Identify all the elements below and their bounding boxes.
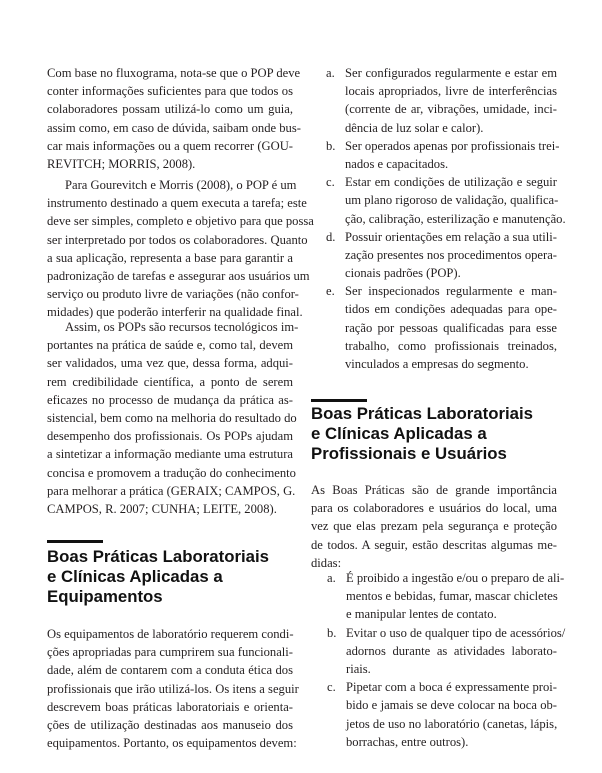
text-line: instrumento destinado a quem executa a tarefa; este: [47, 196, 307, 211]
heading-rule: [47, 540, 103, 543]
list-item-text: [346, 678, 557, 751]
text-line: ção, calibração, esterilização e manutenção.: [345, 211, 566, 226]
text-line: padronização de tarefas e assegurar aos usuários um: [47, 268, 310, 283]
text-line: portantes na prática de saúde e, como tal, devem: [47, 338, 293, 353]
text-line: adornos durante as atividades laborato-: [346, 643, 557, 658]
text-line: conter informações suficientes para que todos os: [47, 84, 293, 99]
list-item: [327, 678, 557, 751]
text-line: Para Gourevitch e Morris (2008), o POP é um: [65, 178, 297, 192]
list-item-label: a.: [326, 66, 335, 80]
text-line: Os equipamentos de laboratório requerem condi-: [47, 627, 294, 641]
text-line: deve ser simples, completo e objetivo para que possa: [47, 214, 314, 229]
left-column: [47, 64, 301, 173]
text-line: car mais informações ou a quem recorrer (GOU-: [47, 138, 293, 153]
heading-line: e Clínicas Aplicadas a: [311, 423, 487, 443]
list-item: [326, 173, 566, 228]
list-item: [327, 569, 565, 624]
text-line: dência de luz solar e calor).: [345, 120, 484, 135]
text-line: Estar em condições de utilização e seguir: [345, 175, 557, 190]
text-line: nados e capacitados.: [345, 156, 449, 171]
text-line: ração por pessoas qualificadas para esse: [345, 320, 557, 335]
text-line: tidos em condições adequadas para ope-: [345, 302, 557, 317]
heading-line: e Clínicas Aplicadas a: [47, 566, 223, 586]
list-item: [326, 282, 557, 373]
text-line: mentos e bebidas, fumar, mascar chicletes: [346, 589, 558, 604]
list-item: [326, 228, 557, 283]
equipment-list: [326, 64, 566, 373]
text-line: As Boas Práticas são de grande importância: [311, 483, 557, 497]
text-line: vez que elas prezam pela segurança e proteção: [311, 519, 557, 534]
text-line: É proibido a ingestão e/ou o preparo de ali-: [346, 571, 565, 585]
heading-line: Profissionais e Usuários: [311, 443, 507, 463]
text-line: Ser operados apenas por profissionais trei-: [345, 138, 560, 153]
list-item-text: [345, 137, 560, 173]
text-line: serviço ou produto livre de variações (não confor-: [47, 287, 299, 302]
text-line: ser validados, uma vez que, dessa forma, adqui-: [47, 356, 293, 371]
text-line: Possuir orientações em relação a sua utili-: [345, 229, 557, 244]
text-line: assim como, em caso de dúvida, saibam onde bus-: [47, 120, 301, 135]
text-line: profissionais que irão utilizá-los. Os itens a seguir: [47, 681, 299, 696]
heading-line: Boas Práticas Laboratoriais: [311, 404, 533, 423]
list-item-label: b.: [326, 138, 336, 153]
list-item-text: [345, 64, 557, 137]
section-heading-equipamentos: [47, 547, 269, 606]
text-line: REVITCH; MORRIS, 2008).: [47, 156, 196, 171]
text-line: vinculados a empresas do segmento.: [345, 357, 529, 371]
profissionais-intro: [311, 481, 557, 572]
text-line: descrevem boas práticas laboratoriais e orienta-: [47, 699, 293, 714]
text-line: Com base no fluxograma, nota-se que o POP deve: [47, 66, 301, 80]
heading-rule: [311, 399, 367, 402]
heading-line: Equipamentos: [47, 586, 163, 606]
list-item-text: [345, 282, 557, 373]
list-item-label: d.: [326, 229, 336, 244]
text-line: Ser configurados regularmente e estar em: [345, 66, 557, 80]
text-line: trabalho, como profissionais treinados,: [345, 338, 557, 353]
text-line: locais apropriados, livre de interferências: [345, 84, 557, 99]
text-line: a sua aplicação, representa a base para garantir a: [47, 250, 293, 265]
text-line: colaboradores possam utilizá-lo como um guia,: [47, 102, 293, 117]
list-item-label: e.: [326, 284, 335, 299]
equipment-intro: [47, 625, 299, 752]
left-column-paragraph-3: [47, 318, 299, 518]
text-line: e manipular lentes de contato.: [346, 607, 497, 622]
text-line: bido e jamais se deve colocar na boca ob-: [346, 698, 557, 713]
text-line: para melhorar a prática (GERAIX; CAMPOS, G.: [47, 483, 296, 498]
text-line: Assim, os POPs são recursos tecnológicos im-: [65, 320, 299, 334]
text-line: concisa e promovem a tradução do conhecimento: [47, 465, 296, 480]
text-line: cionais padrões (POP).: [345, 266, 461, 281]
list-item-text: [346, 569, 565, 624]
text-line: zação presentes nos procedimentos opera-: [345, 247, 557, 262]
list-item: [326, 64, 557, 137]
text-line: eficazes no processo de mudança da prática as-: [47, 392, 293, 407]
list-item-text: [346, 624, 566, 679]
paragraph-2: [47, 176, 314, 322]
list-item: [326, 137, 560, 173]
text-line: Evitar o uso de qualquer tipo de acessórios/: [346, 625, 566, 640]
text-line: ções de utilização destinadas aos manuseio dos: [47, 717, 293, 732]
text-line: didas:: [311, 555, 342, 570]
text-line: um plano rigoroso de validação, qualifica-: [345, 193, 559, 208]
text-line: a sintetizar a informação mediante uma estrutura: [47, 447, 293, 462]
text-line: sistencial, bem como na melhoria do resultado do: [47, 410, 297, 425]
list-item-label: b.: [327, 625, 337, 640]
text-line: dade, além de contarem com a conduta ética dos: [47, 663, 293, 678]
list-item-label: c.: [326, 175, 335, 190]
text-line: equipamentos. Portanto, os equipamentos devem:: [47, 736, 297, 751]
text-line: desempenho dos profissionais. Os POPs ajudam: [47, 429, 293, 444]
heading-line: Boas Práticas Laboratoriais: [47, 547, 269, 566]
list-item-text: [345, 173, 566, 228]
paragraph-profissionais-intro: [311, 481, 557, 572]
text-line: (corrente de ar, vibrações, umidade, inci-: [345, 102, 557, 117]
list-item-label: c.: [327, 680, 336, 695]
left-column-paragraph-2: [47, 176, 314, 322]
text-line: ções apropriadas para cumprirem sua funcionali-: [47, 645, 293, 660]
text-line: rem credibilidade científica, a ponto de serem: [47, 374, 293, 389]
text-line: Ser inspecionados regularmente e man-: [345, 284, 557, 299]
text-line: para os colaboradores e usuários do local, uma: [311, 501, 557, 516]
text-line: jetos de uso no laboratório (canetas, lápis,: [346, 716, 558, 731]
measures-list: [327, 569, 566, 751]
list-item-text: [345, 228, 557, 283]
text-line: riais.: [346, 661, 371, 676]
text-line: midades) que poderão interferir na qualidade final.: [47, 305, 303, 320]
list-item: [327, 624, 566, 679]
text-line: borrachas, entre outros).: [346, 734, 469, 749]
paragraph-3: [47, 318, 299, 518]
section-heading-profissionais: [311, 404, 533, 463]
text-line: CAMPOS, R. 2007; CUNHA; LEITE, 2008).: [47, 501, 277, 516]
paragraph-1: [47, 64, 301, 173]
paragraph-equipment-intro: [47, 625, 299, 752]
text-line: ser interpretado por todos os colaboradores. Quanto: [47, 232, 308, 247]
text-line: de todos. A seguir, estão descritas algumas me-: [311, 537, 557, 552]
text-line: Pipetar com a boca é expressamente proi-: [346, 680, 557, 695]
list-item-label: a.: [327, 571, 336, 585]
